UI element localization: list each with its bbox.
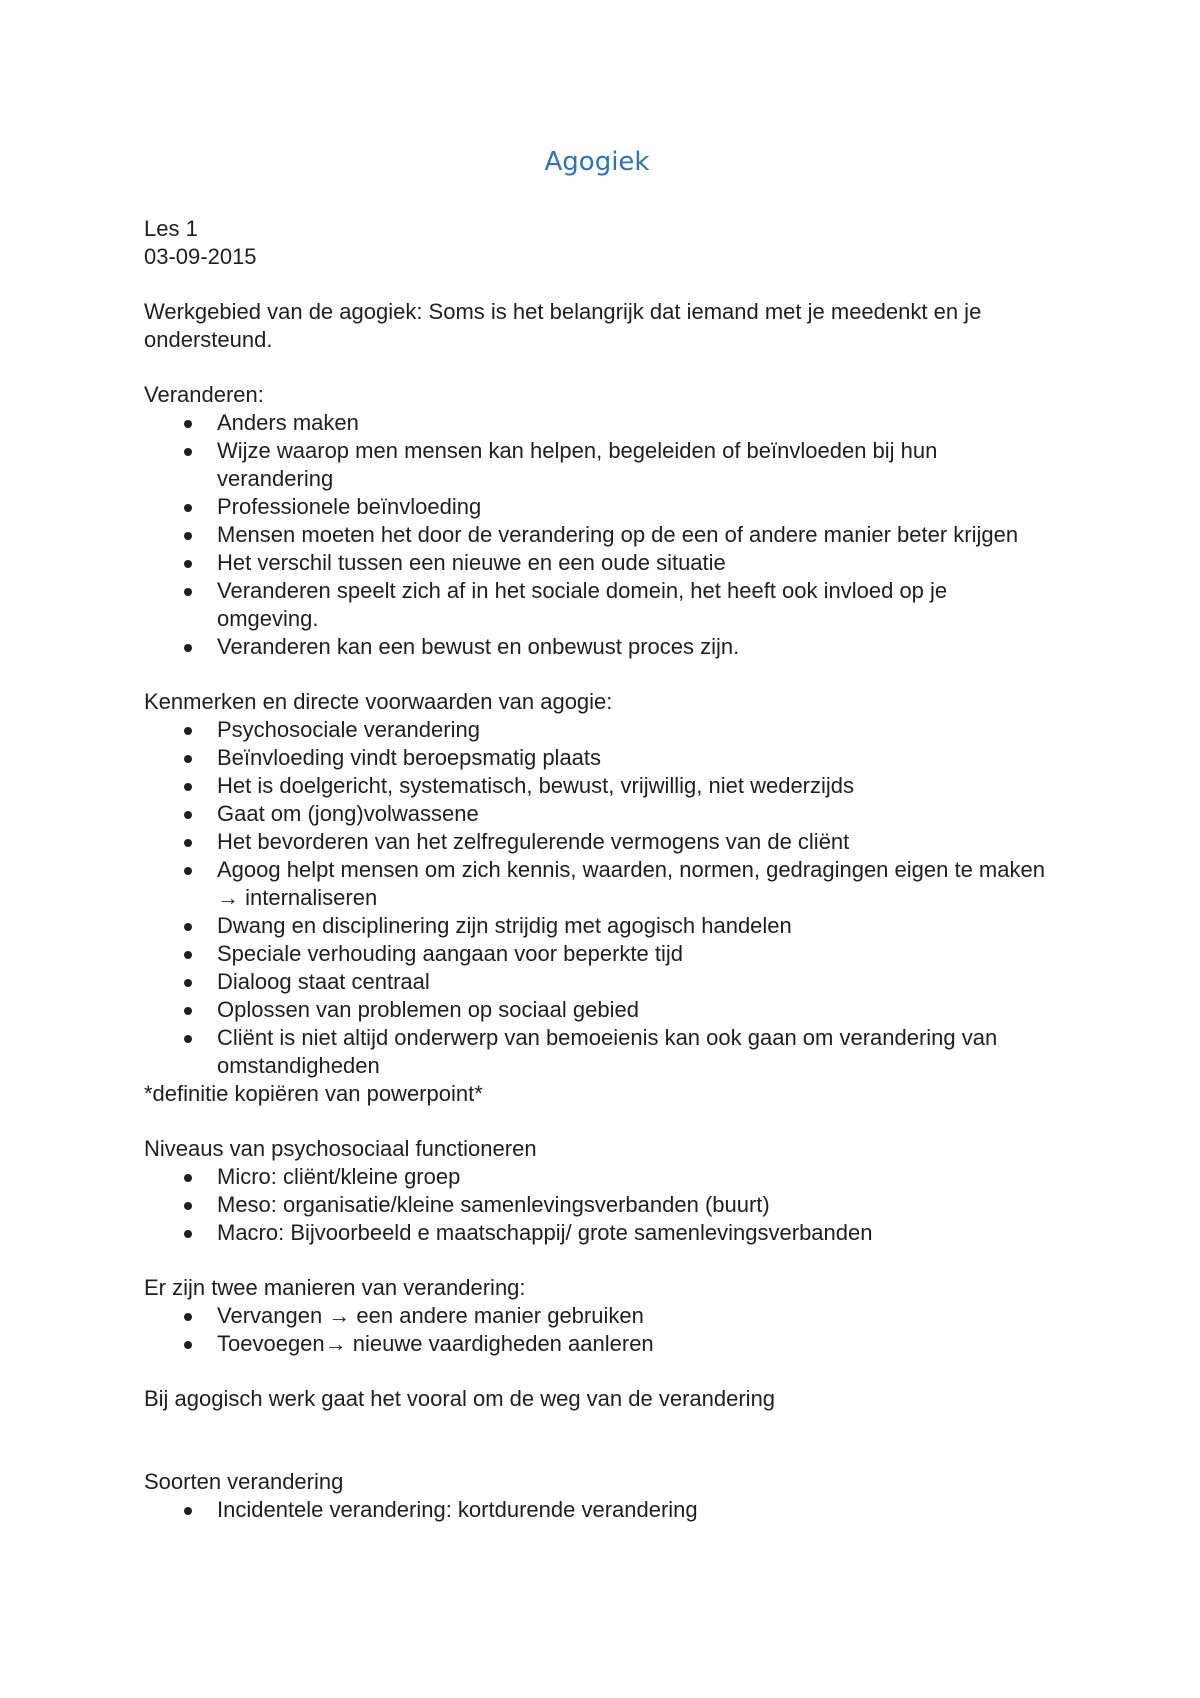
kenmerken-heading: Kenmerken en directe voorwaarden van agogie: [144,689,613,714]
soorten-list [144,1496,1050,1524]
list-item [217,800,1050,828]
list-item [217,1163,1050,1191]
list-item-text: Veranderen speelt zich af in het sociale domein, het heeft ook invloed op je omgeving. [217,578,948,631]
manieren-list [144,1302,1050,1358]
list-item-text: Het is doelgericht, systematisch, bewust, vrijwillig, niet wederzijds [217,773,855,798]
bullet-icon [184,504,192,512]
list-item-text: Agoog helpt mensen om zich kennis, waarden, normen, gedragingen eigen te maken → internaliseren [217,857,1045,910]
bullet-icon [184,1313,192,1321]
list-item [217,409,1050,437]
list-item-text: Toevoegen→ nieuwe vaardigheden aanleren [217,1331,654,1356]
bullet-icon [184,560,192,568]
kenmerken-note: *definitie kopiëren van powerpoint* [144,1081,483,1106]
bullet-icon [184,644,192,652]
spacer [144,1413,1050,1468]
list-item-text: Beïnvloeding vindt beroepsmatig plaats [217,745,602,770]
bullet-icon [184,1507,192,1515]
veranderen-heading: Veranderen: [144,382,264,407]
list-item-text: Professionele beïnvloeding [217,494,482,519]
bullet-icon [184,727,192,735]
list-item [217,1024,1050,1080]
lesson-date: 03-09-2015 [144,244,257,269]
list-item [217,912,1050,940]
list-item [217,549,1050,577]
niveaus-list [144,1163,1050,1247]
list-item [217,1302,1050,1330]
list-item [217,633,1050,661]
list-item-text: Psychosociale verandering [217,717,480,742]
list-item-text: Dwang en disciplinering zijn strijdig met agogisch handelen [217,913,792,938]
list-item-text: Veranderen kan een bewust en onbewust proces zijn. [217,634,740,659]
bullet-icon [184,1341,192,1349]
bullet-icon [184,1202,192,1210]
bullet-icon [184,420,192,428]
list-item-text: Anders maken [217,410,359,435]
bullet-icon [184,1230,192,1238]
bullet-icon [184,867,192,875]
bullet-icon [184,448,192,456]
list-item [217,1219,1050,1247]
list-item [217,521,1050,549]
soorten-heading: Soorten verandering [144,1469,344,1494]
spacer [144,1358,1050,1385]
spacer [144,271,1050,298]
bullet-icon [184,1007,192,1015]
werkgebied-paragraph: Werkgebied van de agogiek: Soms is het belangrijk dat iemand met je meedenkt en je ondersteund. [144,299,988,352]
list-item [217,716,1050,744]
spacer [144,661,1050,688]
weg-paragraph: Bij agogisch werk gaat het vooral om de weg van de verandering [144,1386,776,1411]
list-item-text: Vervangen → een andere manier gebruiken [217,1303,644,1328]
list-item-text: Gaat om (jong)volwassene [217,801,479,826]
bullet-icon [184,923,192,931]
spacer [144,1247,1050,1274]
list-item [217,772,1050,800]
bullet-icon [184,811,192,819]
list-item-text: Mensen moeten het door de verandering op de een of andere manier beter krijgen [217,522,1019,547]
list-item [217,744,1050,772]
list-item-text: Oplossen van problemen op sociaal gebied [217,997,639,1022]
bullet-icon [184,1174,192,1182]
list-item-text: Het bevorderen van het zelfregulerende vermogens van de cliënt [217,829,850,854]
list-item-text: Speciale verhouding aangaan voor beperkte tijd [217,941,683,966]
bullet-icon [184,783,192,791]
list-item [217,1330,1050,1358]
lesson-number: Les 1 [144,216,198,241]
list-item-text: Het verschil tussen een nieuwe en een oude situatie [217,550,726,575]
bullet-icon [184,532,192,540]
list-item-text: Macro: Bijvoorbeeld e maatschappij/ grote samenlevingsverbanden [217,1220,873,1245]
list-item [217,1496,1050,1524]
list-item-text: Incidentele verandering: kortdurende verandering [217,1497,698,1522]
bullet-icon [184,979,192,987]
list-item [217,940,1050,968]
veranderen-list [144,409,1050,661]
list-item [217,493,1050,521]
list-item-text: Micro: cliënt/kleine groep [217,1164,461,1189]
list-item-text: Dialoog staat centraal [217,969,430,994]
bullet-icon [184,951,192,959]
list-item [217,828,1050,856]
list-item [217,577,1050,633]
list-item [217,437,1050,493]
list-item-text: Meso: organisatie/kleine samenlevingsverbanden (buurt) [217,1192,770,1217]
bullet-icon [184,588,192,596]
niveaus-heading: Niveaus van psychosociaal functioneren [144,1136,537,1161]
list-item [217,968,1050,996]
list-item-text: Wijze waarop men mensen kan helpen, begeleiden of beïnvloeden bij hun verandering [217,438,938,491]
document-title: Agogiek [544,147,650,177]
list-item [217,1191,1050,1219]
spacer [144,354,1050,381]
manieren-heading: Er zijn twee manieren van verandering: [144,1275,526,1300]
list-item [217,996,1050,1024]
bullet-icon [184,839,192,847]
list-item-text: Cliënt is niet altijd onderwerp van bemoeienis kan ook gaan om verandering van omstandigheden [217,1025,998,1078]
list-item [217,856,1050,912]
bullet-icon [184,1035,192,1043]
bullet-icon [184,755,192,763]
spacer [144,1108,1050,1135]
kenmerken-list [144,716,1050,1080]
